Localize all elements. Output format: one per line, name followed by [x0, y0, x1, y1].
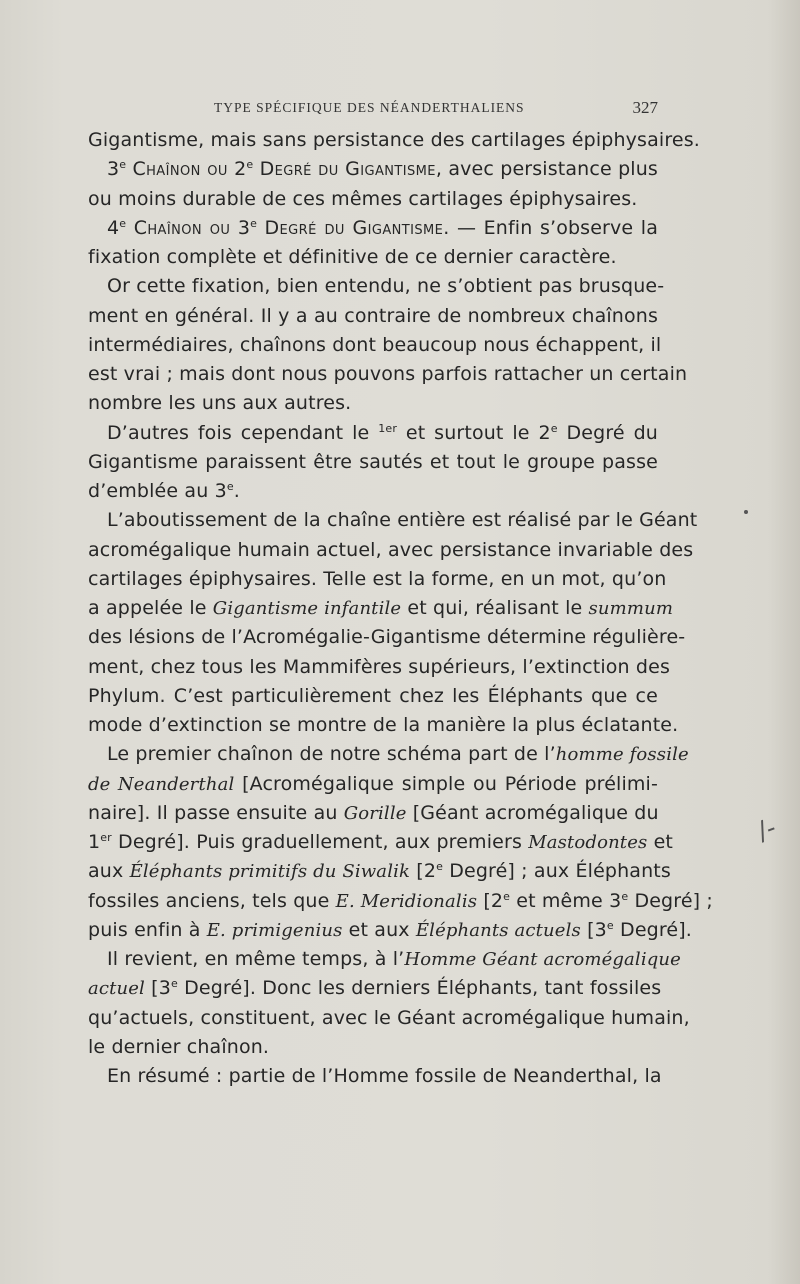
- text-line: fixation complète et définitive de ce dernier caractère.: [88, 246, 617, 268]
- text-line: aux Éléphants primitifs du Siwalik [2e Degré] ; aux Éléphants: [88, 860, 671, 883]
- text-line: Le premier chaînon de notre schéma part de l’homme fossile: [107, 743, 689, 766]
- ink-speck: [744, 510, 748, 514]
- text-line: Gigantisme paraissent être sautés et tout le groupe passe: [88, 450, 658, 473]
- body-text: [88, 126, 713, 1091]
- text-line: acromégalique humain actuel, avec persistance invariable des: [88, 538, 694, 561]
- text-line: ment en général. Il y a au contraire de nombreux chaînons: [88, 304, 658, 327]
- text-line: est vrai ; mais dont nous pouvons parfois rattacher un certain: [88, 363, 688, 385]
- page-header: [88, 100, 658, 120]
- text-line: actuel [3e Degré]. Donc les derniers Éléphants, tant fossiles: [88, 977, 662, 1000]
- text-line: fossiles anciens, tels que E. Meridionalis [2e et même 3e Degré] ;: [88, 889, 713, 912]
- text-line: 1er Degré]. Puis graduellement, aux premiers Mastodontes et: [88, 831, 674, 853]
- text-line: de Neanderthal [Acromégalique simple ou Période prélimi-: [88, 772, 658, 795]
- page-number: 327: [632, 98, 658, 117]
- text-line: intermédiaires, chaînons dont beaucoup nous échappent, il: [88, 333, 662, 356]
- text-line: ment, chez tous les Mammifères supérieurs, l’extinction des: [88, 655, 671, 678]
- text-line: Il revient, en même temps, à l’Homme Géant acromégalique: [107, 948, 681, 970]
- text-line: naire]. Il passe ensuite au Gorille [Géant acromégalique du: [88, 801, 659, 824]
- text-line: Or cette fixation, bien entendu, ne s’obtient pas brusque-: [107, 275, 665, 298]
- text-line: Gigantisme, mais sans persistance des cartilages épiphysaires.: [88, 129, 700, 151]
- text-line: En résumé : partie de l’Homme fossile de Neanderthal, la: [107, 1065, 662, 1087]
- text-line: mode d’extinction se montre de la manière la plus éclatante.: [88, 714, 679, 736]
- text-line: puis enfin à E. primigenius et aux Éléphants actuels [3e Degré].: [88, 918, 692, 941]
- text-line: ou moins durable de ces mêmes cartilages épiphysaires.: [88, 187, 638, 210]
- running-head: TYPE SPÉCIFIQUE DES NÉANDERTHALIENS: [214, 100, 525, 115]
- text-line: le dernier chaînon.: [88, 1035, 270, 1058]
- text-line: d’emblée au 3e.: [88, 480, 240, 502]
- text-line: Phylum. C’est particulièrement chez les Éléphants que ce: [88, 684, 658, 707]
- text-line: qu’actuels, constituent, avec le Géant acromégalique humain,: [88, 1006, 690, 1029]
- text-line: 4e Chaînon ou 3e Degré du Gigantisme. — Enfin s’observe la: [107, 216, 658, 239]
- text-line: a appelée le Gigantisme infantile et qui, réalisant le summum: [88, 597, 674, 619]
- text-line: D’autres fois cependant le $^{1er}$ et surtout le 2e Degré du: [107, 421, 658, 444]
- margin-annotation: /-: [753, 812, 781, 848]
- text-line: 3e Chaînon ou 2e Degré du Gigantisme, avec persistance plus: [107, 158, 658, 181]
- text-line: des lésions de l’Acromégalie-Gigantisme détermine régulière-: [88, 626, 686, 649]
- text-line: nombre les uns aux autres.: [88, 392, 352, 415]
- text-line: cartilages épiphysaires. Telle est la forme, en un mot, qu’on: [88, 567, 667, 590]
- text-line: L’aboutissement de la chaîne entière est réalisé par le Géant: [107, 509, 698, 532]
